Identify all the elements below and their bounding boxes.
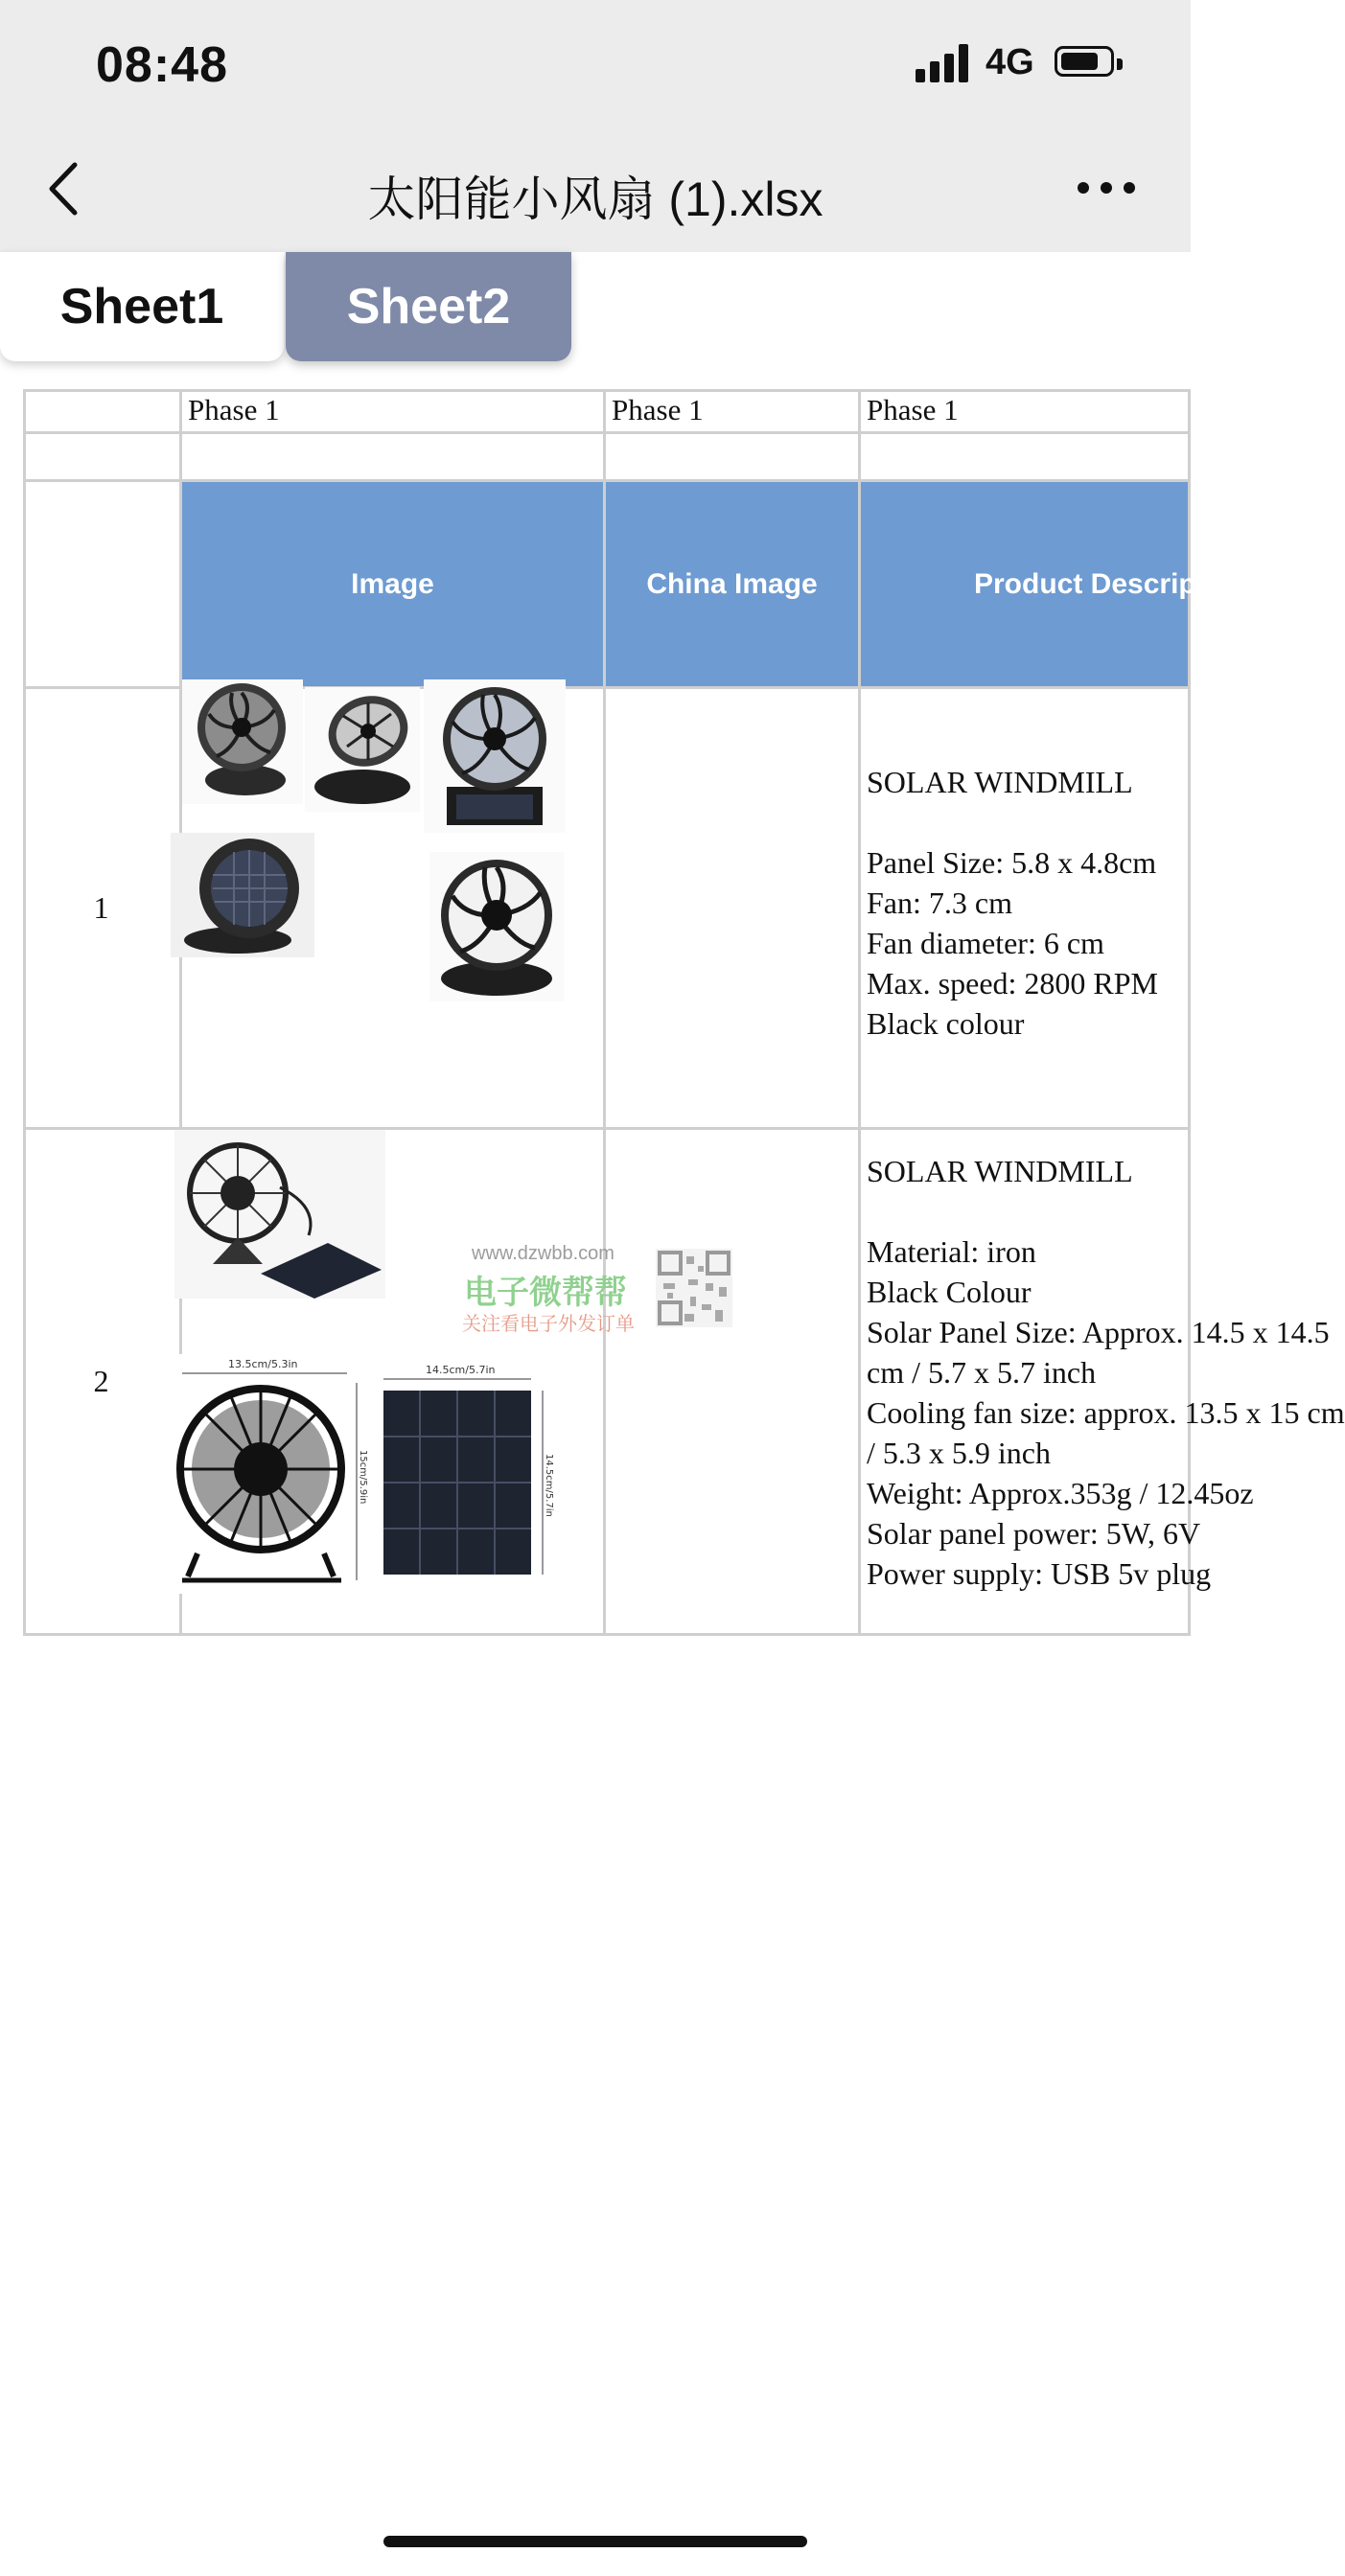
desc-line: Fan: 7.3 cm: [867, 886, 1012, 920]
desc-line: Cooling fan size: approx. 13.5 x 15 cm: [867, 1395, 1345, 1430]
cell-phase[interactable]: Phase 1: [606, 389, 861, 434]
dot-icon: [1124, 182, 1135, 194]
cell-product-images[interactable]: [182, 1130, 606, 1636]
desc-line: SOLAR WINDMILL: [867, 765, 1133, 799]
dimension-label: 14.5cm/5.7in: [544, 1454, 554, 1517]
cell-blank[interactable]: [23, 389, 182, 434]
desc-line: SOLAR WINDMILL: [867, 1154, 1133, 1188]
usb-fan-dimensions-image: [169, 1354, 366, 1594]
cell-description[interactable]: [861, 1130, 1345, 1636]
clip-fan-image: [182, 679, 303, 804]
clip-fan-image: [305, 687, 420, 812]
qr-code-icon: [656, 1249, 732, 1327]
desc-line: Power supply: USB 5v plug: [867, 1556, 1212, 1591]
header-image[interactable]: Image: [182, 482, 606, 689]
battery-icon: [1055, 46, 1114, 77]
desc-line: Weight: Approx.353g / 12.45oz: [867, 1476, 1254, 1510]
cell-blank[interactable]: [23, 434, 182, 482]
watermark-subtitle: 关注看电子外发订单: [462, 1314, 635, 1335]
top-bar: [0, 0, 1191, 252]
header-product-description[interactable]: Product Description: [861, 482, 1191, 689]
row-number[interactable]: 1: [23, 689, 182, 1130]
tab-sheet2[interactable]: Sheet2: [286, 252, 571, 361]
cell-product-images[interactable]: [182, 689, 606, 1130]
desc-line: Material: iron: [867, 1234, 1036, 1269]
desc-line: [867, 802, 1188, 842]
clip-fan-image: [424, 679, 566, 833]
watermark-name: 电子微帮帮: [464, 1275, 627, 1311]
desc-line: Max. speed: 2800 RPM: [867, 966, 1158, 1000]
cell-blank[interactable]: [861, 434, 1191, 482]
desc-line: [867, 1191, 1188, 1231]
cell-phase[interactable]: Phase 1: [861, 389, 1191, 434]
header-china-image[interactable]: China Image: [606, 482, 861, 689]
watermark: [452, 1241, 740, 1333]
dot-icon: [1101, 182, 1112, 194]
solar-panel-fan-image: [171, 833, 314, 957]
row-number[interactable]: 2: [23, 1130, 182, 1636]
more-options-button[interactable]: [1078, 178, 1135, 197]
cell-blank[interactable]: [606, 434, 861, 482]
home-indicator[interactable]: [383, 2536, 807, 2547]
dot-icon: [1078, 182, 1089, 194]
cell-blank[interactable]: [182, 434, 606, 482]
solar-panel-image: [370, 1362, 562, 1588]
cell-description[interactable]: [861, 689, 1191, 1130]
desc-line: Black colour: [867, 1006, 1025, 1041]
network-label: 4G: [986, 42, 1034, 82]
dimension-label: 15cm/5.9in: [358, 1450, 368, 1505]
cell-china-image[interactable]: [606, 689, 861, 1130]
desc-line: / 5.3 x 5.9 inch: [867, 1436, 1051, 1470]
status-time: 08:48: [96, 37, 228, 93]
chevron-left-icon: [42, 155, 88, 222]
usb-fan-with-panel-image: [174, 1130, 385, 1299]
desc-line: Solar panel power: 5W, 6V: [867, 1516, 1201, 1551]
cell-phase[interactable]: Phase 1: [182, 389, 606, 434]
desc-line: cm / 5.7 x 5.7 inch: [867, 1355, 1097, 1390]
file-title: 太阳能小风扇 (1).xlsx: [367, 172, 823, 226]
watermark-url: www.dzwbb.com: [472, 1243, 615, 1264]
clip-fan-image: [429, 852, 564, 1001]
desc-line: Solar Panel Size: Approx. 14.5 x 14.5: [867, 1315, 1330, 1349]
spreadsheet-grid[interactable]: [23, 389, 1345, 1636]
desc-line: Panel Size: 5.8 x 4.8cm: [867, 845, 1157, 880]
desc-line: Fan diameter: 6 cm: [867, 926, 1104, 960]
cell-blank[interactable]: [23, 482, 182, 689]
back-button[interactable]: [42, 155, 88, 222]
desc-line: Black Colour: [867, 1275, 1032, 1309]
dimension-label: 13.5cm/5.3in: [228, 1358, 298, 1370]
cell-china-image[interactable]: [606, 1130, 861, 1636]
signal-icon: [916, 44, 971, 82]
dimension-label: 14.5cm/5.7in: [426, 1364, 496, 1376]
tab-sheet1[interactable]: Sheet1: [0, 252, 284, 361]
